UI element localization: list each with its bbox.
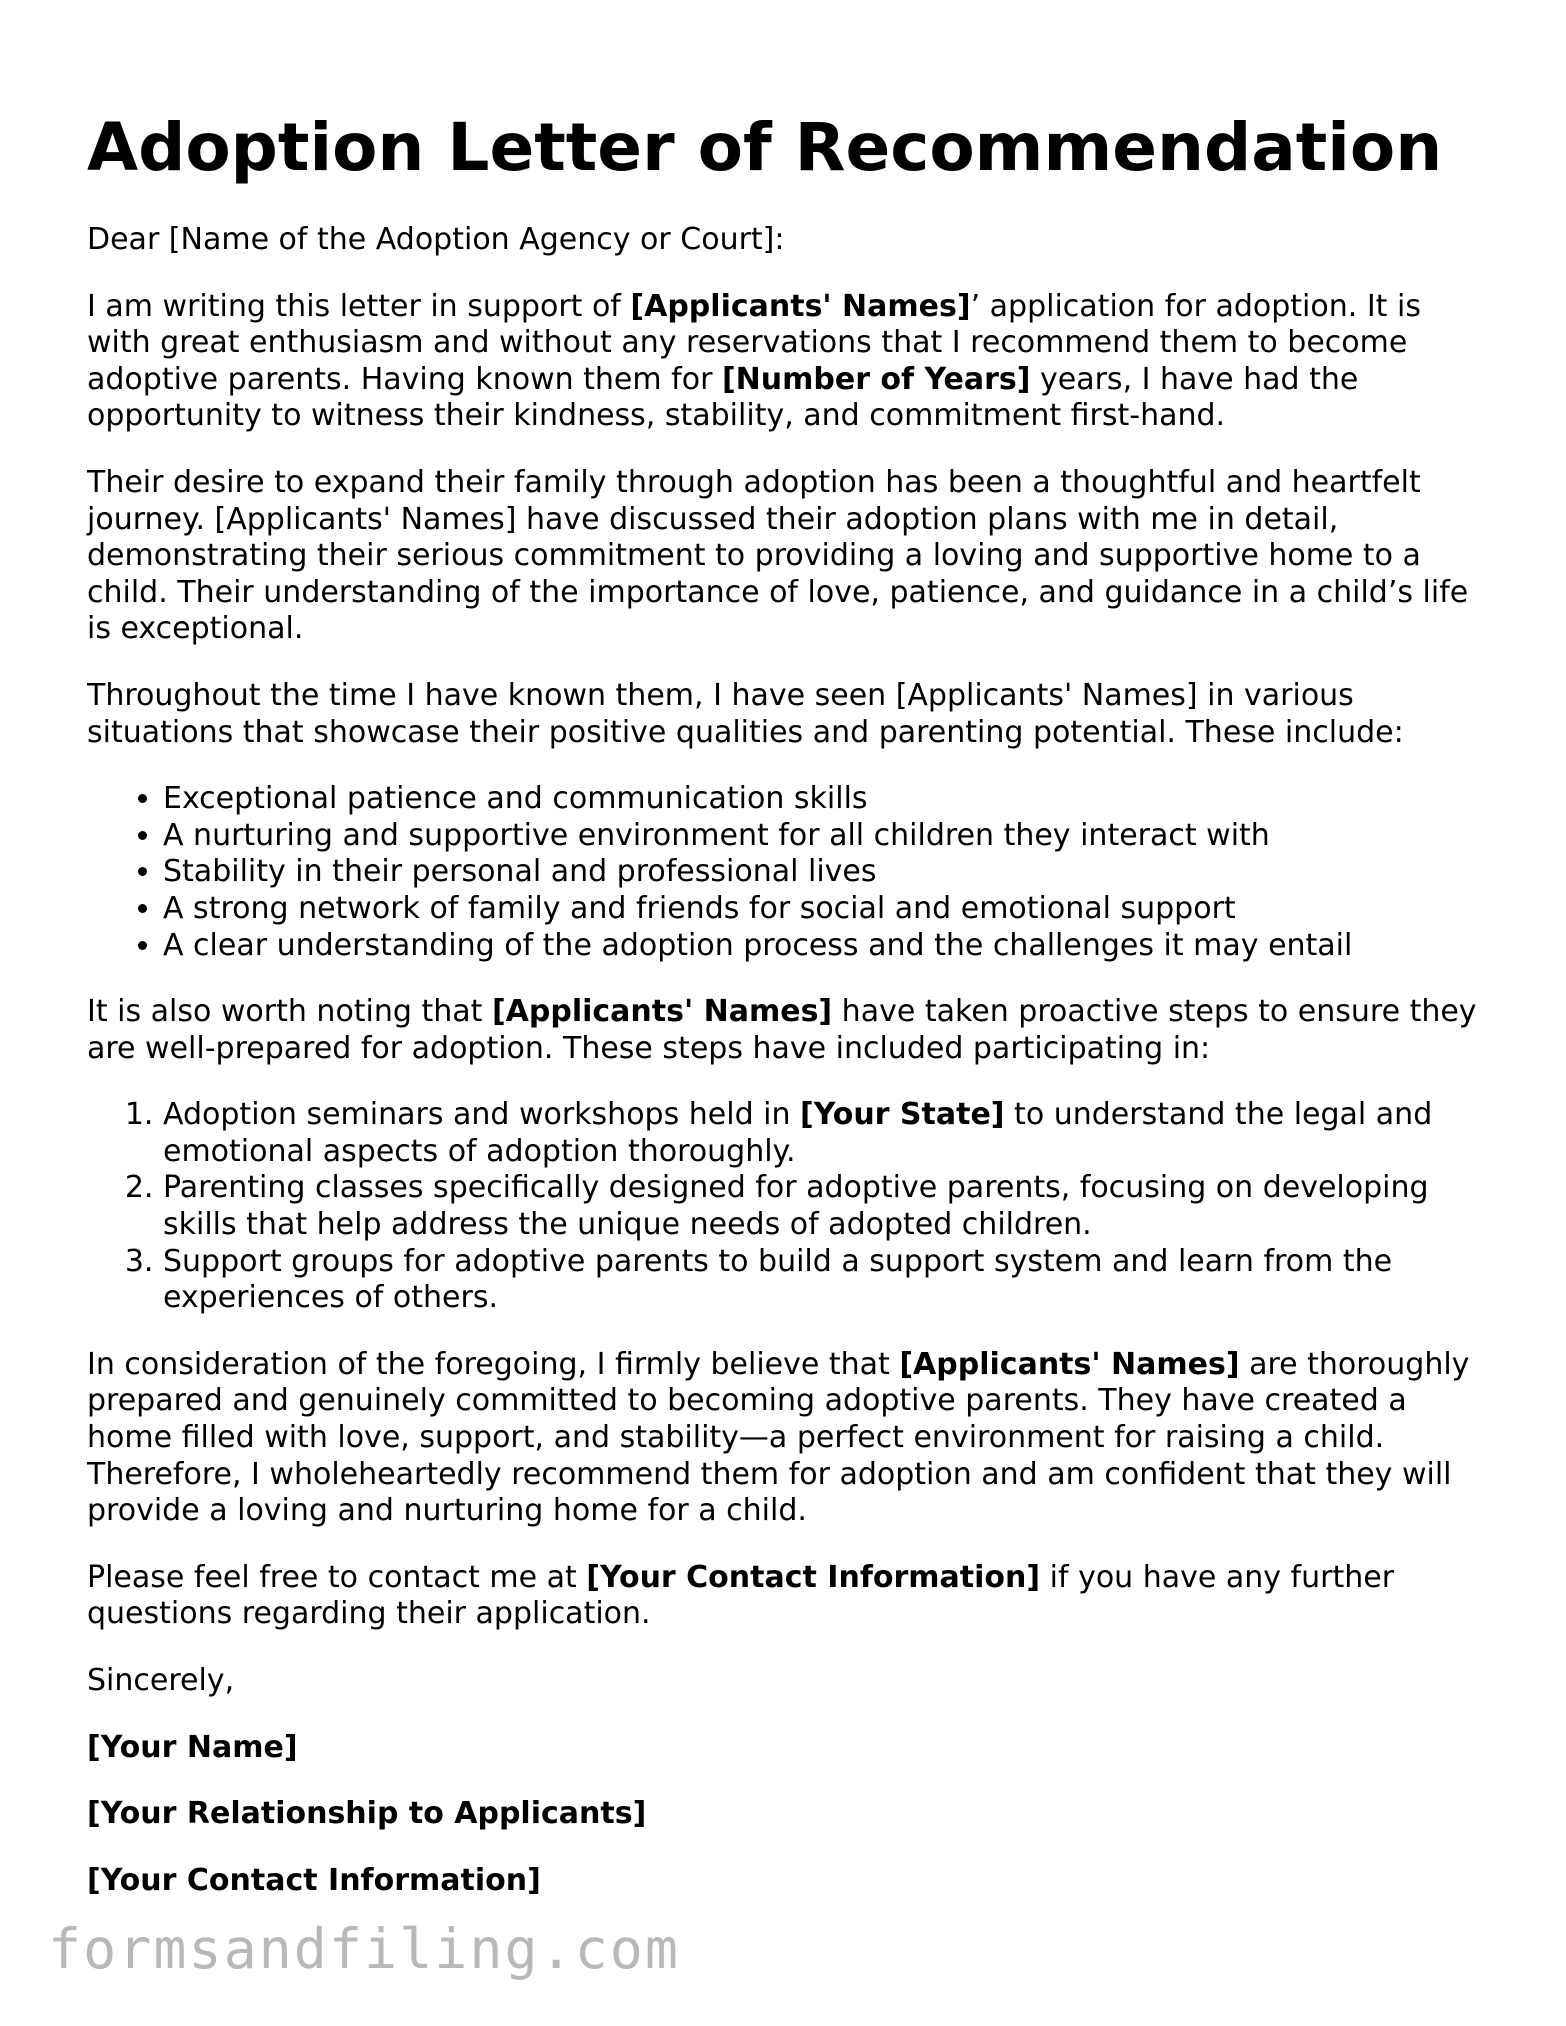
text: It is also worth noting that [87, 994, 492, 1030]
steps-list [87, 1097, 1487, 1317]
watermark: formsandfiling.com [48, 1917, 681, 1981]
paragraph-contact [87, 1560, 1487, 1633]
list-item: 2. Parenting classes specifically designed for adoptive parents, focusing on developing skills that help address the unique needs of adopted children. [163, 1170, 1487, 1243]
paragraph-intro [87, 289, 1487, 435]
text: to understand the legal and emotional aspects of adoption thoroughly. [163, 1097, 1433, 1169]
list-item: • A clear understanding of the adoption process and the challenges it may entail [163, 928, 1487, 965]
page-title: Adoption Letter of Recommendation [87, 109, 1443, 186]
text: ’ application for adoption. It is with great enthusiasm and without any reservations that I recommend them to become adoptive parents. Having known them for [87, 288, 1421, 397]
list-item: • Stability in their personal and professional lives [163, 854, 1487, 891]
text: have taken proactive steps to ensure they are well-prepared for adoption. These steps have included participating in: [87, 994, 1477, 1066]
list-item: • Exceptional patience and communication skills [163, 781, 1487, 818]
signature-block [87, 1730, 1487, 1900]
letter-body [87, 222, 1487, 1929]
signature-relationship: [Your Relationship to Applicants] [87, 1796, 647, 1832]
qualities-list [87, 781, 1487, 964]
placeholder-applicants-names: [Applicants' Names] [491, 994, 833, 1030]
paragraph-conclusion [87, 1347, 1487, 1530]
closing: Sincerely, [87, 1663, 235, 1698]
list-item [163, 1097, 1487, 1170]
paragraph-steps-intro [87, 994, 1487, 1067]
salutation: Dear [Name of the Adoption Agency or Court]: [87, 222, 785, 257]
signature-name: [Your Name] [87, 1729, 298, 1765]
text: In consideration of the foregoing, I firmly believe that [87, 1346, 900, 1382]
text: Adoption seminars and workshops held in [163, 1097, 801, 1133]
placeholder-your-state: [Your State] [800, 1097, 1005, 1133]
text: years, I have had the opportunity to witness their kindness, stability, and commitment first-hand. [87, 361, 1359, 434]
paragraph-qualities-intro: Throughout the time I have known them, I have seen [Applicants' Names] in various situations that showcase their positive qualities and parenting potential. These include: [87, 677, 1404, 750]
text: Please feel free to contact me at [87, 1559, 587, 1595]
placeholder-number-of-years: [Number of Years] [721, 361, 1031, 397]
list-item: • A strong network of family and friends for social and emotional support [163, 891, 1487, 928]
paragraph-desire: Their desire to expand their family through adoption has been a thoughtful and heartfelt journey. [Applicants' Names] have discussed their adoption plans with me in detail, demonstrating their serious commitment to providing a loving and supportive home to a child. Their understanding of the importance of love, patience, and guidance in a child’s life is exceptional. [87, 464, 1469, 647]
list-item: 3. Support groups for adoptive parents to build a support system and learn from the experiences of others. [163, 1244, 1487, 1317]
text: if you have any further questions regarding their application. [87, 1559, 1395, 1632]
placeholder-applicants-names: [Applicants' Names] [630, 288, 971, 324]
text: are thoroughly prepared and genuinely committed to becoming adoptive parents. They have created a home filled with love, support, and stability—a perfect environment for raising a child. Therefore, I wholeheartedly recommend them for adoption and am confident that they will provide a loving and nurturing home for a child. [87, 1346, 1470, 1529]
placeholder-contact-information: [Your Contact Information] [586, 1559, 1041, 1595]
placeholder-applicants-names: [Applicants' Names] [899, 1346, 1240, 1382]
signature-contact: [Your Contact Information] [87, 1862, 541, 1898]
list-item: • A nurturing and supportive environment for all children they interact with [163, 818, 1487, 855]
text: I am writing this letter in support of [87, 288, 631, 324]
